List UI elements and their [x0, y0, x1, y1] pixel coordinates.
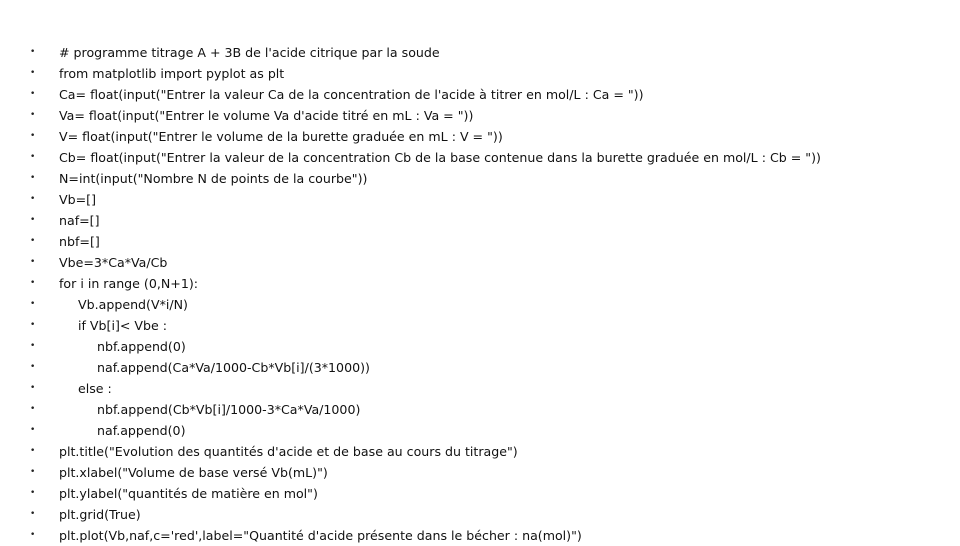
bullet-icon: • — [30, 446, 36, 456]
code-line-text: nbf=[] — [59, 234, 100, 249]
bullet-icon: • — [30, 467, 36, 477]
code-line-text: naf.append(0) — [97, 423, 186, 438]
bullet-icon: • — [30, 341, 36, 351]
code-line-text: Vb=[] — [59, 192, 96, 207]
code-line-text: plt.ylabel("quantités de matière en mol") — [59, 486, 318, 501]
code-line-text: V= float(input("Entrer le volume de la burette graduée en mL : V = ")) — [59, 129, 503, 144]
bullet-icon: • — [30, 236, 36, 246]
code-line-text: for i in range (0,N+1): — [59, 276, 198, 291]
code-line-text: from matplotlib import pyplot as plt — [59, 66, 285, 81]
bullet-icon: • — [30, 404, 36, 414]
code-line-text: plt.xlabel("Volume de base versé Vb(mL)") — [59, 465, 328, 480]
bullet-icon: • — [30, 68, 36, 78]
code-line-text: naf.append(Ca*Va/1000-Cb*Vb[i]/(3*1000)) — [97, 360, 370, 375]
bullet-icon: • — [30, 131, 36, 141]
code-line-text: N=int(input("Nombre N de points de la courbe")) — [59, 171, 368, 186]
bullet-icon: • — [30, 257, 36, 267]
code-line-text: Cb= float(input("Entrer la valeur de la concentration Cb de la base contenue dans la burette graduée en mol/L : Cb = ")) — [59, 150, 821, 165]
bullet-icon: • — [30, 320, 36, 330]
code-line-text: naf=[] — [59, 213, 100, 228]
code-line-text: Ca= float(input("Entrer la valeur Ca de la concentration de l'acide à titrer en mol/L : Ca = ")) — [59, 87, 644, 102]
code-line-text: plt.plot(Vb,naf,c='red',label="Quantité d'acide présente dans le bécher : na(mol)") — [59, 528, 582, 543]
bullet-icon: • — [30, 362, 36, 372]
bullet-icon: • — [30, 530, 36, 540]
code-line-text: plt.grid(True) — [59, 507, 141, 522]
code-line-text: plt.title("Evolution des quantités d'acide et de base au cours du titrage") — [59, 444, 518, 459]
code-line-text: if Vb[i]< Vbe : — [78, 318, 168, 333]
bullet-icon: • — [30, 110, 36, 120]
bullet-icon: • — [30, 278, 36, 288]
code-line-text: else : — [78, 381, 112, 396]
code-line-text: Vb.append(V*i/N) — [78, 297, 188, 312]
bullet-icon: • — [30, 383, 36, 393]
bullet-icon: • — [30, 194, 36, 204]
code-line-text: nbf.append(0) — [97, 339, 186, 354]
code-line-text: # programme titrage A + 3B de l'acide citrique par la soude — [59, 45, 440, 60]
code-line-text: nbf.append(Cb*Vb[i]/1000-3*Ca*Va/1000) — [97, 402, 361, 417]
bullet-icon: • — [30, 509, 36, 519]
bullet-icon: • — [30, 299, 36, 309]
code-line-text: Vbe=3*Ca*Va/Cb — [59, 255, 168, 270]
bullet-icon: • — [30, 152, 36, 162]
bullet-icon: • — [30, 173, 36, 183]
bullet-icon: • — [30, 47, 36, 57]
bullet-icon: • — [30, 89, 36, 99]
bullet-icon: • — [30, 215, 36, 225]
bullet-icon: • — [30, 488, 36, 498]
code-line-text: Va= float(input("Entrer le volume Va d'acide titré en mL : Va = ")) — [59, 108, 474, 123]
bullet-icon: • — [30, 425, 36, 435]
